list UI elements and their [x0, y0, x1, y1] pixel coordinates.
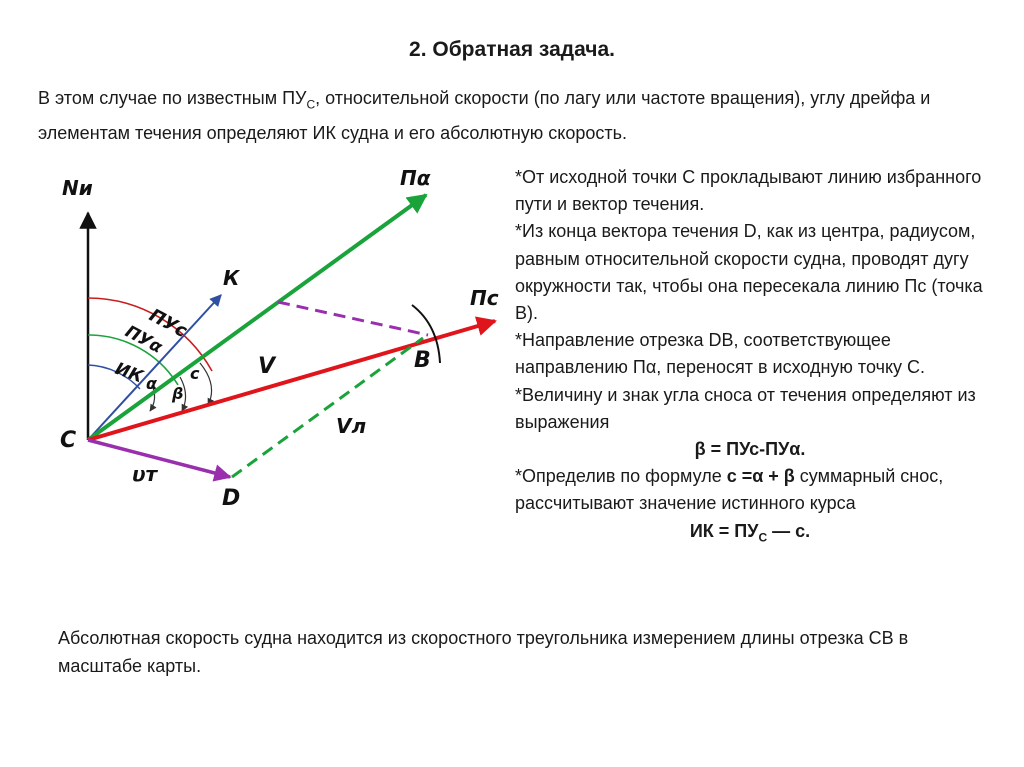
label-c-angle: с: [190, 364, 200, 383]
intro-subscript: С: [306, 97, 316, 112]
step-2: *Из конца вектора течения D, как из центра, радиусом, равным относительной скорости судна, проводят дугу окружности так, чтобы она пересекала линию Пс (точка В).: [515, 221, 983, 324]
label-north: Nи: [62, 176, 93, 200]
label-k: К: [223, 266, 240, 290]
step-5: [515, 463, 1005, 517]
label-alpha: α: [146, 374, 157, 393]
label-d: D: [222, 486, 241, 511]
step-5-end: суммарный снос, рассчитывают значение истинного курса: [515, 466, 944, 514]
page-title: 2. Обратная задача.: [409, 38, 615, 61]
intro-text-end: , относительной скорости (по лагу или частоте вращения), углу дрейфа и элементам течения определяют ИК судна и его абсолютную скорость.: [38, 88, 931, 143]
current-vector: [88, 440, 230, 477]
c-angle-arc: [200, 363, 212, 405]
label-pa: Пα: [400, 166, 431, 190]
label-c: С: [60, 428, 77, 453]
label-puc: ПУс: [145, 304, 191, 343]
step-5-formula: с =α + β: [726, 466, 795, 487]
conclusion-paragraph: Абсолютная скорость судна находится из скоростного треугольника измерением длины отрезка СВ в масштабе карты.: [58, 628, 909, 676]
parallel-dashed: [278, 302, 428, 335]
step-4: *Величину и знак угла сноса от течения определяют из выражения: [515, 384, 976, 432]
formula-ik: [515, 518, 1005, 552]
formula-ik-end: — с.: [767, 520, 811, 541]
formula-beta: β = ПУс-ПУα.: [694, 439, 806, 460]
velocity-triangle-diagram: [40, 155, 510, 515]
formula-ik-start: ИК = ПУ: [689, 520, 759, 541]
procedure-steps: [515, 164, 1005, 551]
label-vt: υт: [132, 462, 158, 486]
label-vl: Vл: [336, 414, 367, 438]
label-pc: Пс: [470, 286, 499, 310]
label-beta: β: [172, 384, 184, 403]
label-v: V: [258, 354, 276, 379]
formula-ik-subscript: С: [758, 530, 768, 545]
label-pua: ПУα: [121, 321, 166, 358]
step-1: *От исходной точки С прокладывают линию избранного пути и вектор течения.: [515, 167, 982, 215]
route-pa-line: [88, 195, 426, 440]
label-b: В: [414, 348, 431, 373]
step-3: *Направление отрезка DB, соответствующее направлению Пα, переносят в исходную точку С.: [515, 330, 926, 378]
step-5-start: *Определив по формуле: [515, 466, 727, 487]
intro-paragraph: [38, 84, 998, 147]
intro-text-start: В этом случае по известным ПУ: [38, 88, 307, 108]
label-ik: ИК: [112, 358, 146, 388]
